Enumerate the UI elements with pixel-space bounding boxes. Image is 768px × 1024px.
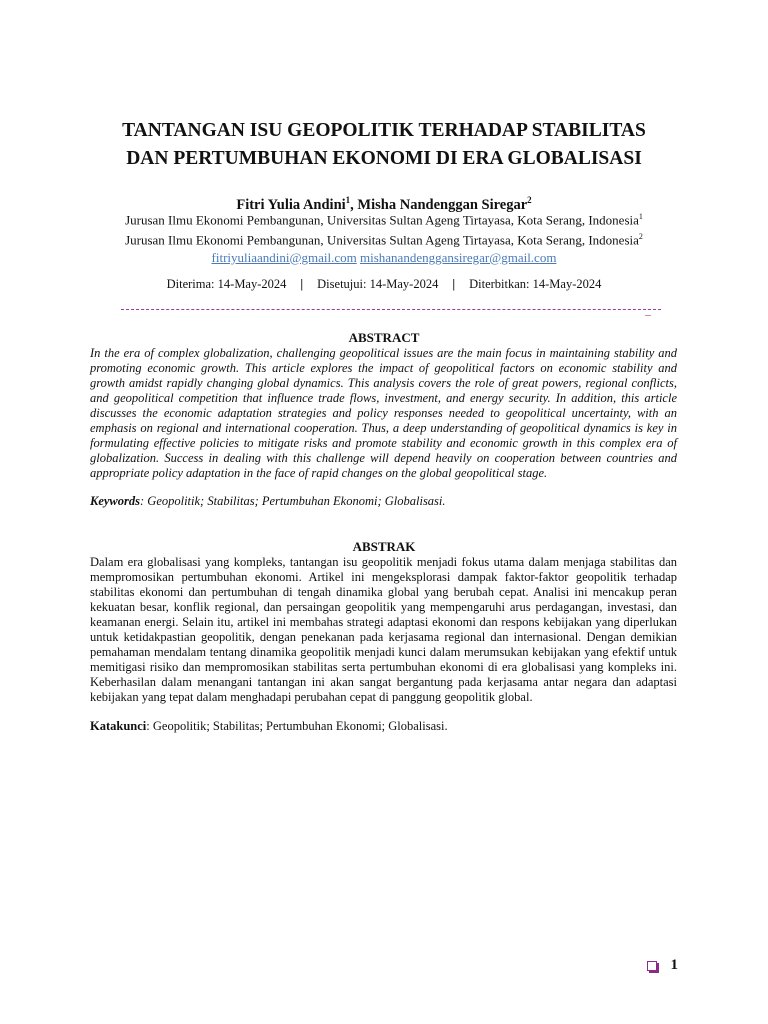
email-link-1[interactable]: fitriyuliaandini@gmail.com	[211, 249, 357, 265]
keywords-label: Keywords	[90, 494, 140, 508]
square-bullet-icon	[647, 961, 657, 971]
author-1-sup: 1	[345, 195, 351, 205]
paper-title	[60, 117, 708, 173]
published-date: Diterbitkan: 14-May-2024	[469, 277, 602, 291]
abstract-body: In the era of complex globalization, challenging geopolitical issues are the main focus in maintaining stability and promoting economic growth. This article explores the impact of geopolitical factors on economic stability and growth amidst rapidly changing global dynamics. This analysis covers the role of great powers, regional conflicts, and geopolitical competition that influence trade flows, investment, and energy security. In addition, this article discusses the economic adaptation strategies and policy responses needed to geopolitical uncertainty, with an emphasis on regional and international cooperation. Thus, a deep understanding of geopolitical dynamics is key in formulating effective policies to mitigate risks and promote stability and economic growth in this complex era of globalization. Success in dealing with this challenge will depend heavily on cooperation between countries and appropriate policy adaptation in the face of rapid changes on the global geopolitical stage.	[90, 346, 677, 480]
katakunci-line	[90, 719, 677, 734]
divider-end-mark: _	[645, 303, 651, 317]
approved-date: Disetujui: 14-May-2024	[317, 277, 439, 291]
title-line-2: DAN PERTUMBUHAN EKONOMI DI ERA GLOBALISASI	[126, 148, 642, 169]
affiliation-2-text: Jurusan Ilmu Ekonomi Pembangunan, Universitas Sultan Ageng Tirtayasa, Kota Serang, Indonesia	[125, 232, 639, 248]
page-number: 1	[670, 957, 678, 973]
affiliation-1	[60, 208, 708, 228]
date-separator-2: |	[452, 277, 456, 291]
author-2-sup: 2	[527, 195, 532, 205]
affiliation-1-sup: 1	[638, 212, 643, 221]
author-2: Misha Nandenggan Siregar	[357, 196, 528, 213]
email-link-2[interactable]: mishanandenggansiregar@gmail.com	[360, 249, 557, 265]
dashed-divider	[121, 296, 661, 310]
received-date: Diterima: 14-May-2024	[166, 277, 287, 291]
page-footer	[647, 957, 679, 974]
affiliation-2-sup: 2	[638, 232, 643, 242]
date-line	[60, 276, 708, 292]
affiliation-1-text: Jurusan Ilmu Ekonomi Pembangunan, Universitas Sultan Ageng Tirtayasa, Kota Serang, Indonesia	[125, 212, 639, 228]
emails	[60, 249, 708, 266]
affiliation-2	[60, 228, 708, 248]
title-line-1: TANTANGAN ISU GEOPOLITIK TERHADAP STABILITAS	[122, 120, 646, 141]
date-separator-1: |	[300, 277, 304, 291]
katakunci-label: Katakunci	[90, 719, 147, 733]
abstrak-heading: ABSTRAK	[352, 539, 416, 554]
affiliations	[60, 208, 708, 266]
keywords-values: : Geopolitik; Stabilitas; Pertumbuhan Ekonomi; Globalisasi.	[140, 494, 446, 508]
abstrak-body: Dalam era globalisasi yang kompleks, tantangan isu geopolitik menjadi fokus utama dalam menjaga stabilitas dan mempromosikan pertumbuhan ekonomi. Artikel ini mengeksplorasi dampak faktor-faktor geopolitik terhadap stabilitas ekonomi dan pertumbuhan di tengah dinamika global yang berubah cepat. Analisi ini mencakup peran kekuatan besar, konflik regional, dan persaingan geopolitik yang mempengaruhi arus perdagangan, investasi, dan keamanan energi. Selain itu, artikel ini membahas strategi adaptasi ekonomi dan respons kebijakan yang diperlukan untuk ketidakpastian geopolitik, dengan penekanan pada kerjasama regional dan internasional. Dengan demikian pemahaman mendalam tentang dinamika geopolitik menjadi kunci dalam merumsukan kebijakan yang efektif untuk memitigasi risiko dan mempromosikan stabilitas serta pertumbuhan ekonomi di era globalisasi yang kompleks ini. Keberhasilan dalam menangani tantangan ini akan sangat bergantung pada kerjasama antar negara dan adaptasi kebijakan yang tepat dalam menghadapi perubahan cepat di panggung geopolitik global.	[90, 555, 677, 704]
abstract-heading: ABSTRACT	[348, 330, 420, 345]
author-separator: ,	[350, 196, 358, 213]
keywords-line	[90, 494, 677, 509]
author-1: Fitri Yulia Andini	[236, 196, 346, 213]
katakunci-values: : Geopolitik; Stabilitas; Pertumbuhan Ekonomi; Globalisasi.	[146, 719, 448, 733]
